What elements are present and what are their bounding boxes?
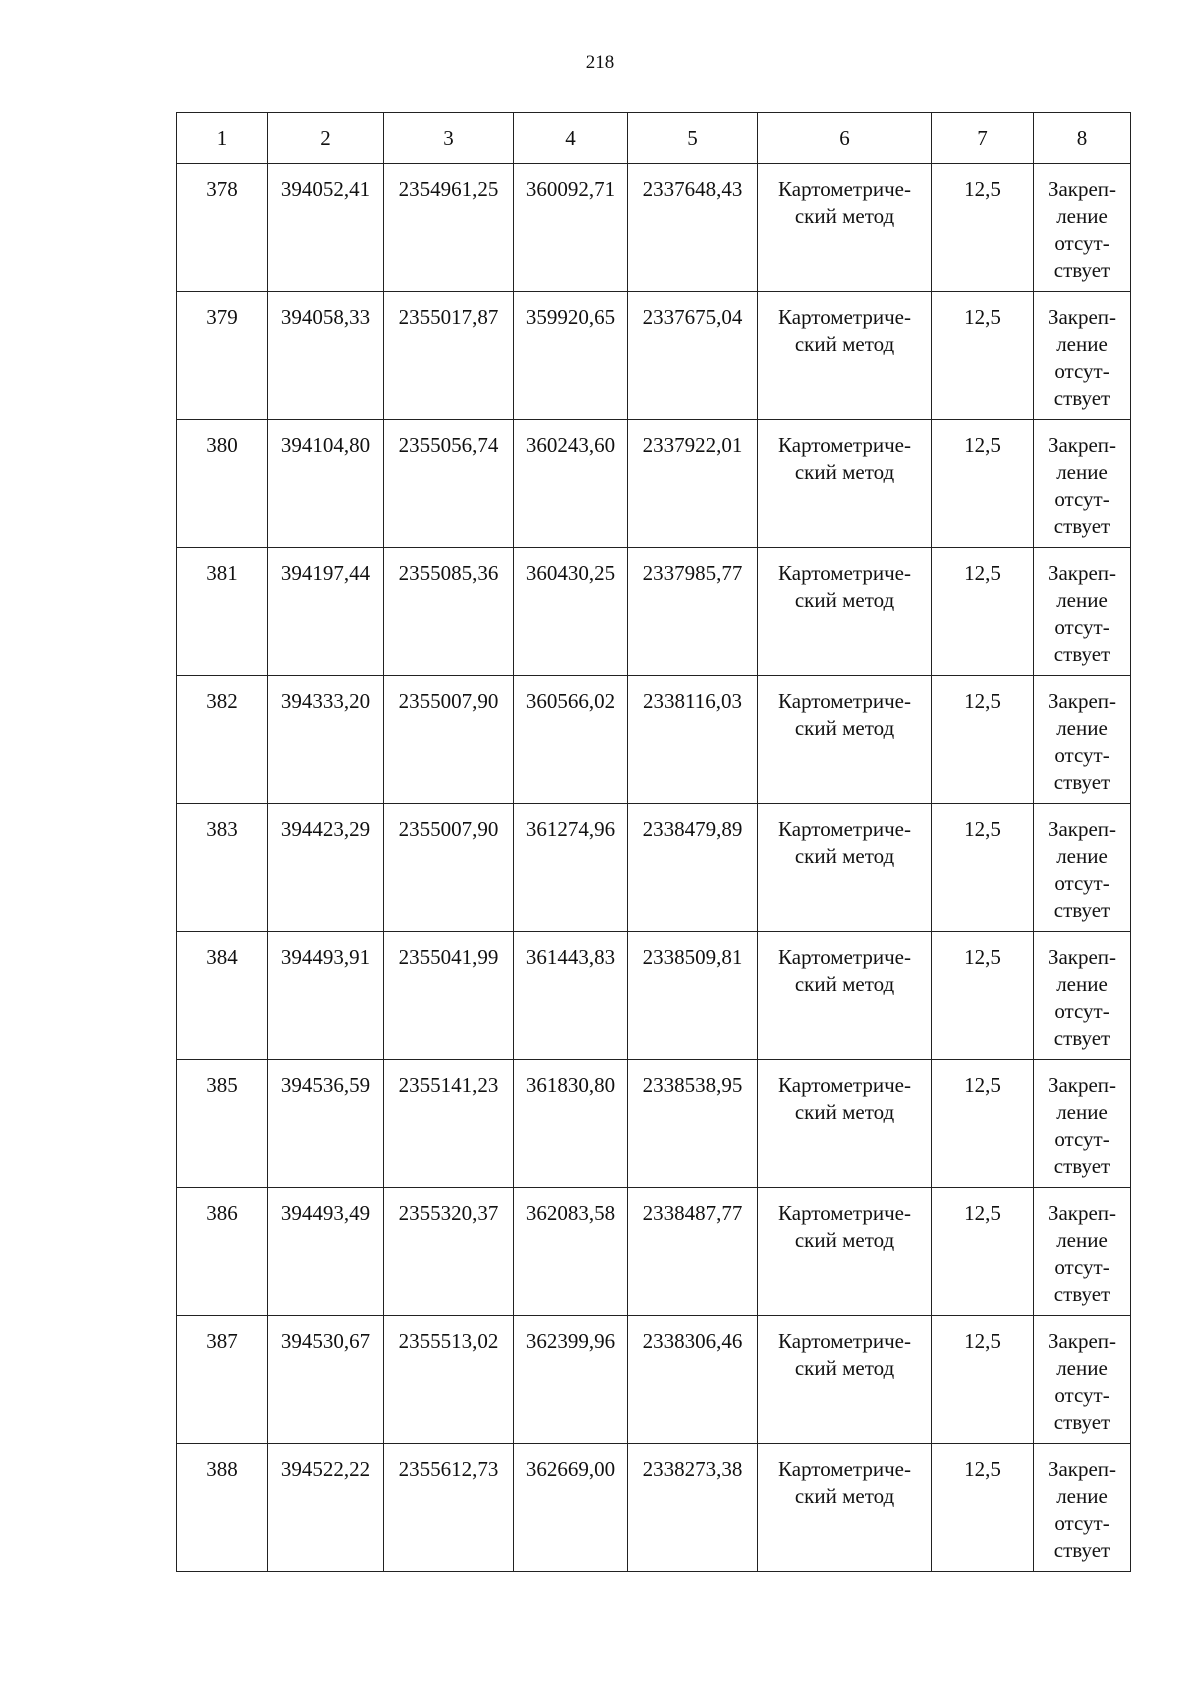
table-row: [177, 804, 1131, 932]
column-header: 2: [268, 113, 384, 164]
coordinate-y2-cell: 2338116,03: [628, 676, 758, 804]
fixation-text: ление: [1056, 1100, 1108, 1124]
fixation-text: ление: [1056, 972, 1108, 996]
fixation-text: Закреп-: [1047, 1329, 1117, 1353]
fixation-text: ствует: [1053, 898, 1111, 922]
table-row: [177, 932, 1131, 1060]
accuracy-cell: 12,5: [932, 164, 1034, 292]
coordinate-x2-cell: 361830,80: [514, 1060, 628, 1188]
table-row: [177, 1060, 1131, 1188]
method-text: ский метод: [794, 972, 895, 996]
coordinate-y-cell: 2355007,90: [384, 804, 514, 932]
coordinate-x2-cell: 360430,25: [514, 548, 628, 676]
method-text: ский метод: [794, 204, 895, 228]
coordinate-y-cell: 2355041,99: [384, 932, 514, 1060]
page-number: 218: [585, 52, 615, 73]
coordinate-y2-cell: 2337922,01: [628, 420, 758, 548]
method-text: ский метод: [794, 1100, 895, 1124]
coordinate-y-cell: 2355056,74: [384, 420, 514, 548]
coordinate-x-cell: 394493,49: [268, 1188, 384, 1316]
coordinate-y2-cell: 2337985,77: [628, 548, 758, 676]
fixation-text: отсут-: [1054, 999, 1110, 1023]
method-text: ский метод: [794, 844, 895, 868]
coordinate-y-cell: 2355085,36: [384, 548, 514, 676]
method-text: ский метод: [794, 716, 895, 740]
fixation-cell: [1034, 676, 1131, 804]
fixation-cell: [1034, 164, 1131, 292]
fixation-text: ствует: [1053, 1154, 1111, 1178]
coordinate-x2-cell: 360092,71: [514, 164, 628, 292]
column-header: 5: [628, 113, 758, 164]
point-number-cell: 387: [177, 1316, 268, 1444]
fixation-text: ствует: [1053, 1026, 1111, 1050]
fixation-text: Закреп-: [1047, 305, 1117, 329]
method-text: Картометриче-: [778, 305, 911, 329]
column-header: 8: [1034, 113, 1131, 164]
fixation-text: отсут-: [1054, 487, 1110, 511]
method-text: Картометриче-: [778, 1201, 911, 1225]
fixation-text: отсут-: [1054, 871, 1110, 895]
column-header: 7: [932, 113, 1034, 164]
coordinate-y-cell: 2355612,73: [384, 1444, 514, 1572]
coordinate-x-cell: 394058,33: [268, 292, 384, 420]
fixation-text: ствует: [1053, 258, 1111, 282]
fixation-text: отсут-: [1054, 1511, 1110, 1535]
column-header: 6: [758, 113, 932, 164]
fixation-text: ление: [1056, 844, 1108, 868]
method-text: Картометриче-: [778, 561, 911, 585]
method-text: Картометриче-: [778, 433, 911, 457]
table-row: [177, 164, 1131, 292]
fixation-text: ление: [1056, 1484, 1108, 1508]
fixation-text: ствует: [1053, 642, 1111, 666]
fixation-text: ствует: [1053, 1538, 1111, 1562]
table-row: [177, 1188, 1131, 1316]
coordinate-x-cell: 394333,20: [268, 676, 384, 804]
fixation-text: ствует: [1053, 386, 1111, 410]
fixation-cell: [1034, 292, 1131, 420]
coordinate-y2-cell: 2337675,04: [628, 292, 758, 420]
table-row: [177, 292, 1131, 420]
coordinate-y2-cell: 2338306,46: [628, 1316, 758, 1444]
coordinate-y2-cell: 2338479,89: [628, 804, 758, 932]
point-number-cell: 378: [177, 164, 268, 292]
fixation-text: ление: [1056, 716, 1108, 740]
method-text: Картометриче-: [778, 689, 911, 713]
coordinate-y-cell: 2355017,87: [384, 292, 514, 420]
point-number-cell: 386: [177, 1188, 268, 1316]
table-row: [177, 548, 1131, 676]
method-text: ский метод: [794, 1484, 895, 1508]
coordinate-x-cell: 394522,22: [268, 1444, 384, 1572]
point-number-cell: 379: [177, 292, 268, 420]
point-number-cell: 384: [177, 932, 268, 1060]
coordinate-y2-cell: 2338487,77: [628, 1188, 758, 1316]
accuracy-cell: 12,5: [932, 676, 1034, 804]
coordinate-y2-cell: 2338509,81: [628, 932, 758, 1060]
method-text: ский метод: [794, 460, 895, 484]
coordinate-x2-cell: 362399,96: [514, 1316, 628, 1444]
method-cell: [758, 676, 932, 804]
fixation-text: ствует: [1053, 1410, 1111, 1434]
table-row: [177, 1444, 1131, 1572]
fixation-text: Закреп-: [1047, 1073, 1117, 1097]
fixation-cell: [1034, 548, 1131, 676]
fixation-text: отсут-: [1054, 1127, 1110, 1151]
method-cell: [758, 932, 932, 1060]
fixation-cell: [1034, 804, 1131, 932]
point-number-cell: 388: [177, 1444, 268, 1572]
coordinate-y-cell: 2355513,02: [384, 1316, 514, 1444]
accuracy-cell: 12,5: [932, 1188, 1034, 1316]
method-text: Картометриче-: [778, 1073, 911, 1097]
method-text: Картометриче-: [778, 817, 911, 841]
method-cell: [758, 1316, 932, 1444]
method-text: ский метод: [794, 588, 895, 612]
point-number-cell: 382: [177, 676, 268, 804]
method-cell: [758, 1060, 932, 1188]
accuracy-cell: 12,5: [932, 292, 1034, 420]
point-number-cell: 385: [177, 1060, 268, 1188]
fixation-text: Закреп-: [1047, 945, 1117, 969]
coordinate-x2-cell: 360243,60: [514, 420, 628, 548]
coordinate-y-cell: 2354961,25: [384, 164, 514, 292]
fixation-text: ление: [1056, 460, 1108, 484]
fixation-cell: [1034, 1188, 1131, 1316]
table-body: [177, 164, 1131, 1572]
coordinate-x2-cell: 362083,58: [514, 1188, 628, 1316]
method-cell: [758, 164, 932, 292]
accuracy-cell: 12,5: [932, 804, 1034, 932]
point-number-cell: 380: [177, 420, 268, 548]
accuracy-cell: 12,5: [932, 932, 1034, 1060]
method-text: Картометриче-: [778, 1457, 911, 1481]
coordinate-x-cell: 394530,67: [268, 1316, 384, 1444]
method-cell: [758, 292, 932, 420]
coordinate-y-cell: 2355141,23: [384, 1060, 514, 1188]
coordinate-x-cell: 394493,91: [268, 932, 384, 1060]
coordinate-x2-cell: 359920,65: [514, 292, 628, 420]
fixation-cell: [1034, 932, 1131, 1060]
fixation-text: отсут-: [1054, 615, 1110, 639]
fixation-text: Закреп-: [1047, 561, 1117, 585]
coordinate-y-cell: 2355320,37: [384, 1188, 514, 1316]
fixation-text: Закреп-: [1047, 1457, 1117, 1481]
coordinate-x2-cell: 360566,02: [514, 676, 628, 804]
accuracy-cell: 12,5: [932, 1060, 1034, 1188]
fixation-text: отсут-: [1054, 1383, 1110, 1407]
coordinate-y2-cell: 2337648,43: [628, 164, 758, 292]
fixation-cell: [1034, 1316, 1131, 1444]
coordinates-table: [176, 112, 1131, 1572]
fixation-text: ствует: [1053, 1282, 1111, 1306]
fixation-cell: [1034, 1444, 1131, 1572]
table-row: [177, 676, 1131, 804]
fixation-text: ление: [1056, 1228, 1108, 1252]
method-cell: [758, 1188, 932, 1316]
coordinate-x-cell: 394052,41: [268, 164, 384, 292]
fixation-text: ление: [1056, 588, 1108, 612]
method-text: ский метод: [794, 332, 895, 356]
method-text: Картометриче-: [778, 1329, 911, 1353]
fixation-text: ствует: [1053, 770, 1111, 794]
fixation-text: отсут-: [1054, 359, 1110, 383]
method-cell: [758, 1444, 932, 1572]
coordinate-x2-cell: 362669,00: [514, 1444, 628, 1572]
point-number-cell: 383: [177, 804, 268, 932]
fixation-text: ление: [1056, 1356, 1108, 1380]
coordinate-x-cell: 394197,44: [268, 548, 384, 676]
method-cell: [758, 420, 932, 548]
coordinate-x2-cell: 361274,96: [514, 804, 628, 932]
point-number-cell: 381: [177, 548, 268, 676]
coordinate-y2-cell: 2338273,38: [628, 1444, 758, 1572]
coordinate-x2-cell: 361443,83: [514, 932, 628, 1060]
coordinate-x-cell: 394104,80: [268, 420, 384, 548]
fixation-text: отсут-: [1054, 231, 1110, 255]
accuracy-cell: 12,5: [932, 548, 1034, 676]
method-cell: [758, 804, 932, 932]
coordinate-x-cell: 394536,59: [268, 1060, 384, 1188]
fixation-text: ствует: [1053, 514, 1111, 538]
method-text: ский метод: [794, 1228, 895, 1252]
fixation-text: Закреп-: [1047, 1201, 1117, 1225]
table-header-row: [177, 113, 1131, 164]
fixation-cell: [1034, 1060, 1131, 1188]
accuracy-cell: 12,5: [932, 1316, 1034, 1444]
fixation-text: отсут-: [1054, 1255, 1110, 1279]
accuracy-cell: 12,5: [932, 420, 1034, 548]
table-row: [177, 1316, 1131, 1444]
table-row: [177, 420, 1131, 548]
method-text: Картометриче-: [778, 177, 911, 201]
accuracy-cell: 12,5: [932, 1444, 1034, 1572]
coordinate-y2-cell: 2338538,95: [628, 1060, 758, 1188]
fixation-cell: [1034, 420, 1131, 548]
column-header: 4: [514, 113, 628, 164]
method-text: Картометриче-: [778, 945, 911, 969]
column-header: 1: [177, 113, 268, 164]
coordinate-x-cell: 394423,29: [268, 804, 384, 932]
fixation-text: Закреп-: [1047, 689, 1117, 713]
fixation-text: отсут-: [1054, 743, 1110, 767]
method-cell: [758, 548, 932, 676]
fixation-text: ление: [1056, 332, 1108, 356]
fixation-text: Закреп-: [1047, 817, 1117, 841]
fixation-text: ление: [1056, 204, 1108, 228]
method-text: ский метод: [794, 1356, 895, 1380]
coordinate-y-cell: 2355007,90: [384, 676, 514, 804]
column-header: 3: [384, 113, 514, 164]
fixation-text: Закреп-: [1047, 433, 1117, 457]
fixation-text: Закреп-: [1047, 177, 1117, 201]
